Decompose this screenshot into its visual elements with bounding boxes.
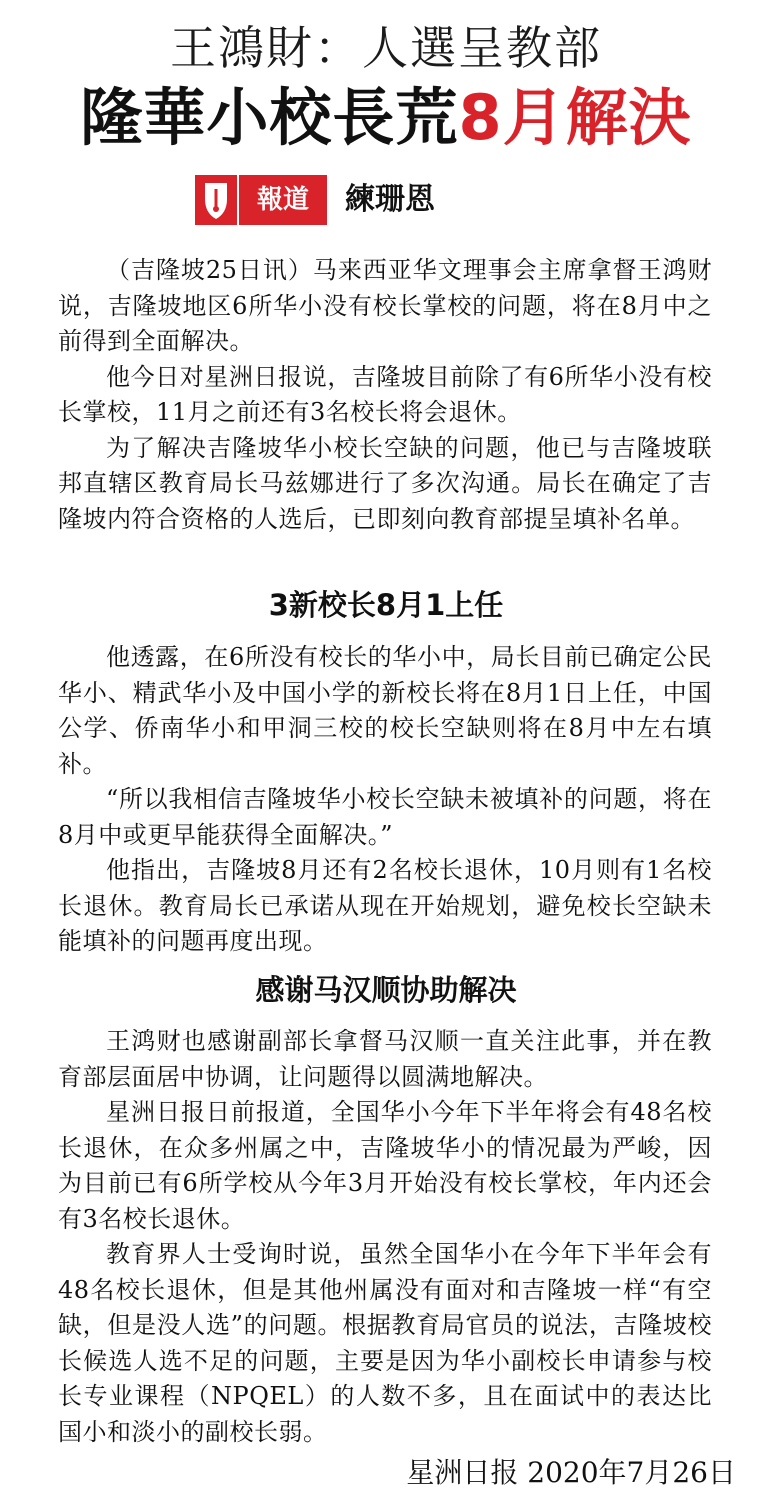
byline: [195, 175, 555, 225]
paragraph: 教育界人士受询时说，虽然全国华小在今年下半年会有48名校长退休，但是其他州属没有面对和吉隆坡一样“有空缺，但是没人选”的问题。根据教育局官员的说法，吉隆坡校长候选人选不足的问题，主要是因为华小副校长申请参与校长专业课程（NPQEL）的人数不多，且在面试中的表达比国小和淡小的副校长弱。: [58, 1240, 712, 1446]
paragraph: 星洲日报日前报道，全国华小今年下半年将会有48名校长退休，在众多州属之中，吉隆坡华小的情况最为严峻，因为目前已有6所学校从今年3月开始没有校长掌校，年内还会有3名校长退休。: [58, 1098, 712, 1233]
paragraph: 他今日对星洲日报说，吉隆坡目前除了有6所华小没有校长掌校，11月之前还有3名校长将会退休。: [58, 362, 712, 426]
paragraph: （吉隆坡25日讯）马来西亚华文理事会主席拿督王鸿财说，吉隆坡地区6所华小没有校长掌校的问题，将在8月中之前得到全面解决。: [58, 256, 712, 355]
article-section-2: [58, 640, 712, 960]
headline-main: [0, 80, 772, 156]
paragraph: 王鸿财也感谢副部长拿督马汉顺一直关注此事，并在教育部层面居中协调，让问题得以圆满地解决。: [58, 1027, 712, 1091]
byline-tag: 報道: [239, 175, 327, 225]
paragraph: “所以我相信吉隆坡华小校长空缺未被填补的问题，将在8月中或更早能获得全面解决。”: [58, 785, 712, 849]
paragraph: 为了解决吉隆坡华小校长空缺的问题，他已与吉隆坡联邦直辖区教育局长马兹娜进行了多次沟通。局长在确定了吉隆坡内符合资格的人选后，已即刻向教育部提呈填补名单。: [58, 433, 712, 533]
headline-kicker: 王鴻財：人選呈教部: [170, 21, 602, 75]
byline-author: 練珊恩: [345, 182, 435, 217]
paragraph: 他指出，吉隆坡8月还有2名校长退休，10月则有1名校长退休。教育局长已承诺从现在开始规划，避免校长空缺未能填补的问题再度出现。: [58, 856, 712, 955]
headline-main-text: 隆華小校長荒: [80, 81, 459, 154]
subheading-thanks: 感谢马汉顺协助解决: [255, 973, 517, 1007]
article-section-3: [58, 1024, 712, 1450]
article-section-1: [58, 253, 712, 537]
source-date-caption: 星洲日报 2020年7月26日: [406, 1456, 736, 1489]
pen-nib-icon: [195, 175, 237, 225]
headline-accent-text: 8月解決: [458, 81, 692, 154]
paragraph: 他透露，在6所没有校长的华小中，局长目前已确定公民华小、精武华小及中国小学的新校长将在8月1日上任，中国公学、侨南华小和甲洞三校的校长空缺则将在8月中左右填补。: [58, 643, 712, 778]
subheading-new-principals: 3新校长8月1上任: [268, 588, 504, 622]
